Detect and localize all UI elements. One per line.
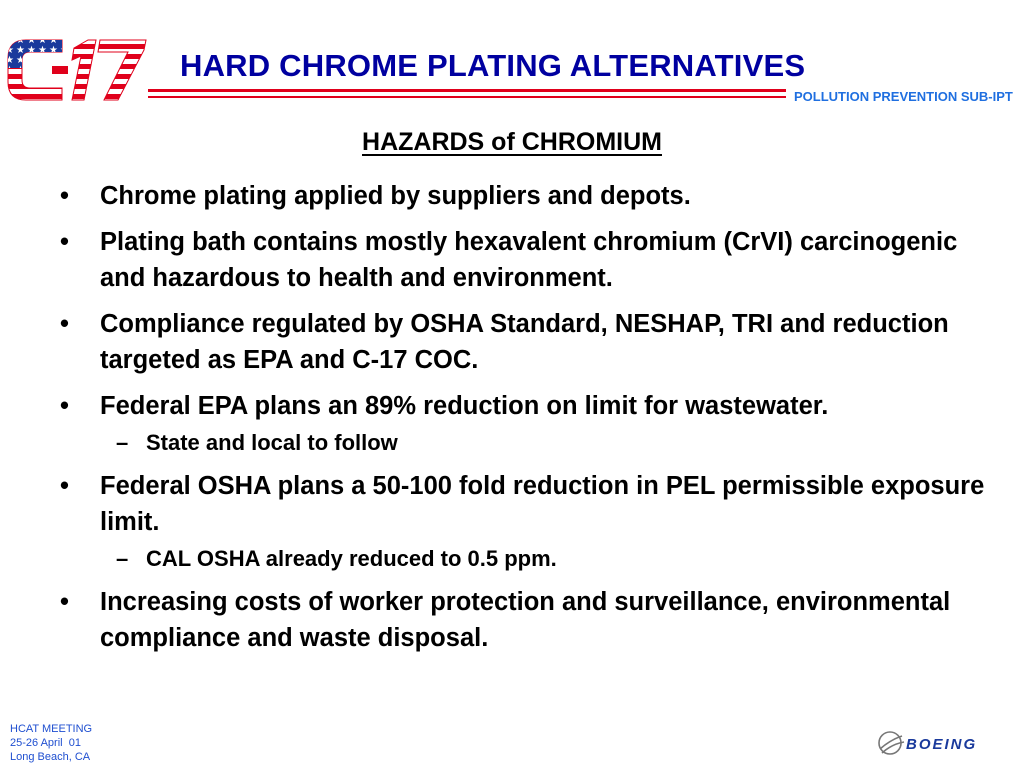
- sub-list-item: [0, 544, 1000, 574]
- boeing-wordmark: BOEING: [906, 736, 978, 753]
- bullet-marker: •: [60, 472, 69, 500]
- list-item: [0, 388, 1000, 424]
- list-item: [0, 306, 1000, 378]
- dash-marker: –: [116, 430, 129, 455]
- c17-logo: [4, 34, 150, 106]
- bullet-text: State and local to follow: [146, 430, 398, 455]
- bullet-marker: •: [60, 228, 69, 256]
- title-rule-bottom: [148, 96, 786, 98]
- list-item: [0, 468, 1000, 540]
- meeting-name: HCAT MEETING: [10, 723, 93, 735]
- meeting-location: Long Beach, CA: [10, 751, 91, 763]
- bullet-text: Increasing costs of worker protection and surveillance, environmental compliance and waste disposal.: [100, 588, 951, 652]
- bullet-text: Federal EPA plans an 89% reduction on limit for wastewater.: [100, 392, 829, 420]
- bullet-text: Federal OSHA plans a 50-100 fold reduction in PEL permissible exposure limit.: [100, 472, 985, 536]
- dash-marker: –: [116, 546, 129, 571]
- logo-text: C-17: [34, 78, 37, 79]
- bullet-marker: •: [60, 588, 69, 616]
- bullet-list: [0, 178, 1000, 666]
- bullet-text: CAL OSHA already reduced to 0.5 ppm.: [146, 546, 557, 571]
- bullet-marker: •: [60, 182, 69, 210]
- sub-list-item: [0, 428, 1000, 458]
- bullet-text: Chrome plating applied by suppliers and depots.: [100, 182, 691, 210]
- bullet-marker: •: [60, 310, 69, 338]
- title-rule-top: [148, 89, 786, 92]
- list-item: [0, 178, 1000, 214]
- bullet-text: Plating bath contains mostly hexavalent chromium (CrVI) carcinogenic and hazardous to health and environment.: [100, 228, 958, 292]
- subtitle: POLLUTION PREVENTION SUB-IPT: [794, 89, 1013, 104]
- section-heading: HAZARDS of CHROMIUM: [362, 128, 662, 156]
- list-item: [0, 584, 1000, 656]
- bullet-text: Compliance regulated by OSHA Standard, NESHAP, TRI and reduction targeted as EPA and C-17 COC.: [100, 310, 949, 374]
- meeting-date: 25-26 April 01: [10, 737, 81, 749]
- page-title: HARD CHROME PLATING ALTERNATIVES: [180, 48, 806, 83]
- list-item: [0, 224, 1000, 296]
- boeing-logo: [876, 728, 1016, 758]
- meeting-info: [10, 722, 92, 764]
- bullet-marker: •: [60, 392, 69, 420]
